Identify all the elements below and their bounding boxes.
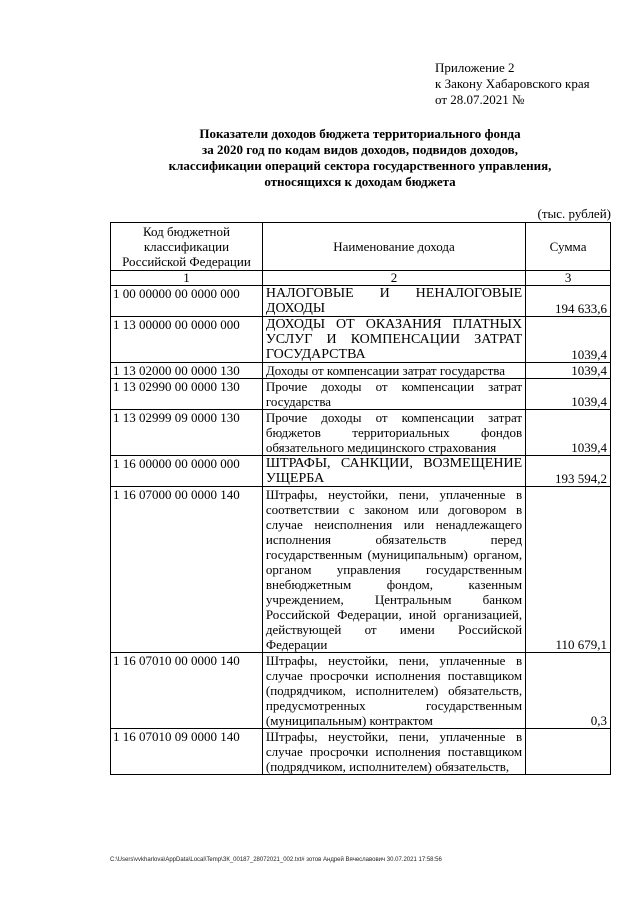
row-name: Штрафы, неустойки, пени, уплаченные в соответствии с законом или договором в случае неисполнения или ненадлежащего исполнения обязательств перед государственным (муниципальным) органом, органом управления государственным внебюджетным фондом, казенным учреждением, Центральным банком Российской Федерации, иной организацией, действующей от имени Российской Федерации: [262, 487, 525, 653]
table-row: [111, 729, 611, 775]
table-row: [111, 317, 611, 363]
appendix-line: к Закону Хабаровского края: [435, 76, 590, 91]
row-name: ДОХОДЫ ОТ ОКАЗАНИЯ ПЛАТНЫХ УСЛУГ И КОМПЕНСАЦИИ ЗАТРАТ ГОСУДАРСТВА: [262, 317, 525, 363]
units-label: (тыс. рублей): [537, 206, 611, 221]
row-sum: 1039,4: [526, 410, 611, 456]
row-name: Штрафы, неустойки, пени, уплаченные в случае просрочки исполнения поставщиком (подрядчиком, исполнителем) обязательств, предусмотренных государственным (муниципальным) контрактом: [262, 653, 525, 729]
header-sum: Сумма: [526, 223, 611, 271]
row-name: Доходы от компенсации затрат государства: [262, 363, 525, 379]
column-number: 2: [262, 271, 525, 286]
row-code: 1 00 00000 00 0000 000: [111, 286, 263, 317]
table-header-row: [111, 223, 611, 271]
column-number-row: [111, 271, 611, 286]
appendix-line: от 28.07.2021 №: [435, 92, 525, 107]
row-code: 1 13 02990 00 0000 130: [111, 379, 263, 410]
row-code: 1 13 02000 00 0000 130: [111, 363, 263, 379]
table-row: [111, 653, 611, 729]
row-code: 1 16 07010 00 0000 140: [111, 653, 263, 729]
row-sum: [526, 729, 611, 775]
table-row: [111, 487, 611, 653]
title-line: относящихся к доходам бюджета: [264, 174, 456, 189]
appendix-line: Приложение 2: [435, 60, 515, 75]
row-name: ШТРАФЫ, САНКЦИИ, ВОЗМЕЩЕНИЕ УЩЕРБА: [262, 456, 525, 487]
row-name: Прочие доходы от компенсации затрат бюджетов территориальных фондов обязательного медицинского страхования: [262, 410, 525, 456]
row-sum: 1039,4: [526, 379, 611, 410]
row-sum: 194 633,6: [526, 286, 611, 317]
row-code: 1 16 07010 09 0000 140: [111, 729, 263, 775]
title-line: классификации операций сектора государственного управления,: [168, 158, 552, 173]
row-code: 1 13 02999 09 0000 130: [111, 410, 263, 456]
row-sum: 193 594,2: [526, 456, 611, 487]
header-name: Наименование дохода: [262, 223, 525, 271]
column-number: 1: [111, 271, 263, 286]
table-row: [111, 456, 611, 487]
header-code: Код бюджетной классификации Российской Федерации: [111, 223, 263, 271]
row-sum: 110 679,1: [526, 487, 611, 653]
row-code: 1 16 00000 00 0000 000: [111, 456, 263, 487]
table-row: [111, 379, 611, 410]
title-line: Показатели доходов бюджета территориального фонда: [199, 126, 521, 141]
row-name: НАЛОГОВЫЕ И НЕНАЛОГОВЫЕ ДОХОДЫ: [262, 286, 525, 317]
table-row: [111, 410, 611, 456]
appendix-block: [435, 60, 590, 108]
file-path-footer: C:\Users\vvkharlova\AppData\Local\Temp\ЗК_00187_28072021_002.txt# зотов Андрей Вячеславович 30.07.2021 17:58:56: [110, 857, 442, 863]
row-code: 1 13 00000 00 0000 000: [111, 317, 263, 363]
income-table: [110, 222, 611, 775]
row-sum: 1039,4: [526, 317, 611, 363]
row-sum: 0,3: [526, 653, 611, 729]
row-sum: 1039,4: [526, 363, 611, 379]
table-row: [111, 363, 611, 379]
document-title: [110, 126, 610, 190]
table-row: [111, 286, 611, 317]
column-number: 3: [526, 271, 611, 286]
title-line: за 2020 год по кодам видов доходов, подвидов доходов,: [202, 142, 518, 157]
row-name: Прочие доходы от компенсации затрат государства: [262, 379, 525, 410]
row-name: Штрафы, неустойки, пени, уплаченные в случае просрочки исполнения поставщиком (подрядчиком, исполнителем) обязательств,: [262, 729, 525, 775]
row-code: 1 16 07000 00 0000 140: [111, 487, 263, 653]
